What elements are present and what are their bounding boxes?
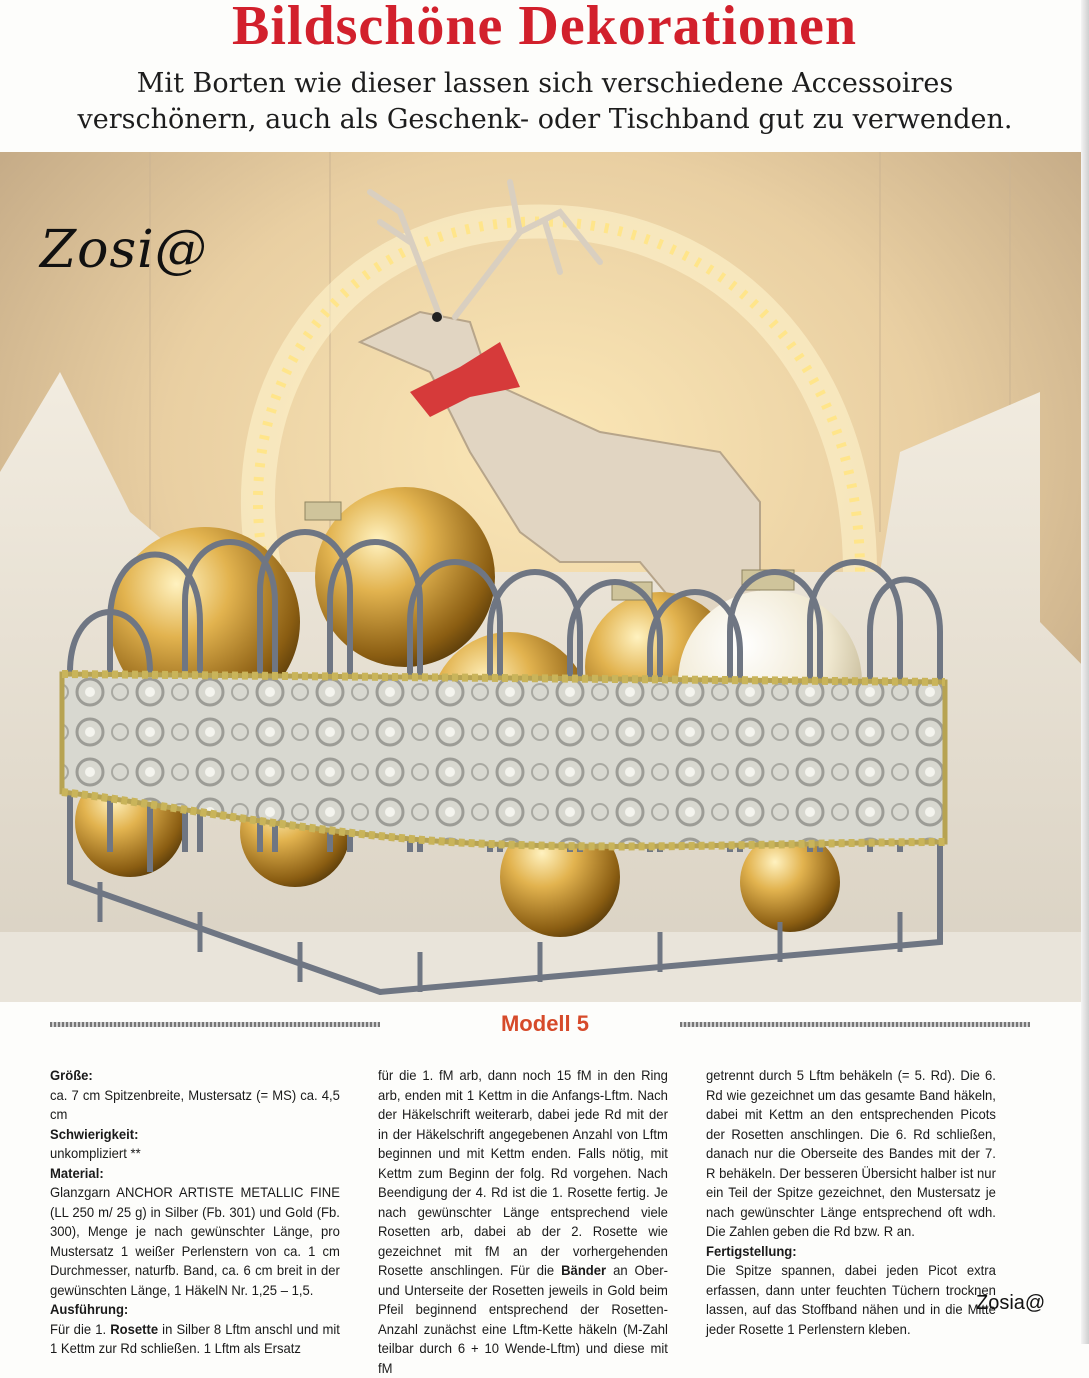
- continuation-text: getrennt durch 5 Lftm behäkeln (= 5. Rd). Die 6. Rd wie gezeichnet um das gesamte Band häkeln, dabei mit Kettm an den entsprechenden Picots der Rosetten anschlingen. Die 6. Rd schließen, danach nur die Oberseite des Bandes mit der 7. R behäkeln. Der besseren Übersicht halber ist nur ein Teil der Spitze gezeichnet, den Mustersatz je nach gewünschter Länge entsprechend oft wdh. Die Zahlen geben die Rd bzw. R an.: [706, 1068, 996, 1239]
- material-text: Glanzgarn ANCHOR ARTISTE METALLIC FINE (LL 250 m/ 25 g) in Silber (Fb. 301) und Gold (Fb. 300), Menge je nach gewünschter Länge, pro Mustersatz 1 weißer Perlenstern von ca. 1 cm Durchmesser, naturfb. Band, ca. 6 cm breit in der gewünschten Länge, 1 HäkelN Nr. 1,25 – 1,5.: [50, 1185, 340, 1298]
- execution-text-start: Für die 1.: [50, 1321, 111, 1337]
- instructions-text: [378, 1066, 668, 1378]
- material-heading: Material:: [50, 1165, 104, 1181]
- finish-text: Die Spitze spannen, dabei jeden Picot extra erfassen, dann unter feuchten Tüchern trocknen lassen, auf das Stoffband nähen und in die Mitte jeder Rosette 1 Perlenstern kleben.: [706, 1263, 996, 1337]
- divider-left: [50, 1022, 380, 1027]
- section-heading: Modell 5: [500, 1011, 589, 1036]
- column-3: [706, 1066, 996, 1339]
- instructions-part-a: für die 1. fM arb, dann noch 15 fM in den Ring arb, enden mit 1 Kettm in die Anfangs-Lftm. Nach der Häkelschrift weiterarb, dabei jede Rd mit der in der Häkelschrift angegebenen Anzahl von Lftm beginnen und mit Kettm enden. Falls nötig, mit Kettm zum Beginn der folg. Rd vorgehen. Nach Beendigung der 4. Rd ist die 1. Rosette fertig. Je nach gewünschter Länge entsprechend viele Rosetten arb, dabei ab der 2. Rosette wie gezeichnet mit fM an der vorhergehenden Rosette anschlingen. Für die: [378, 1068, 668, 1278]
- subtitle-line-1: Mit Borten wie dieser lassen sich verschiedene Accessoires: [136, 68, 954, 99]
- subtitle: [40, 66, 1050, 138]
- column-2: [378, 1066, 668, 1378]
- column-1: [50, 1066, 340, 1359]
- subtitle-line-2: verschönern, auch als Geschenk- oder Tischband gut zu verwenden.: [77, 104, 1013, 135]
- watermark-logo: Zosi@: [40, 220, 208, 280]
- size-heading: Größe:: [50, 1068, 93, 1083]
- page-edge: [1081, 0, 1089, 1344]
- execution-text-bold: Rosette: [110, 1321, 159, 1337]
- divider-right: [680, 1022, 1030, 1027]
- execution-text: [50, 1320, 340, 1359]
- difficulty-text: unkompliziert **: [50, 1146, 141, 1161]
- instructions-bold: Bänder: [561, 1263, 607, 1278]
- instructions-part-b: an Ober- und Unterseite der Rosetten jeweils in Gold beim Pfeil beginnend entsprechend der Rosetten-Anzahl zunächst eine Lftm-Kette häkeln (M-Zahl teilbar durch 6 + 10 Wende-Lftm) und diese mit fM: [378, 1263, 668, 1376]
- page-title: Bildschöne Dekorationen: [231, 0, 858, 57]
- size-text: ca. 7 cm Spitzenbreite, Mustersatz (= MS) ca. 4,5 cm: [50, 1087, 340, 1122]
- finish-heading: Fertigstellung:: [706, 1243, 797, 1259]
- signature: Zosia@: [976, 1292, 1046, 1314]
- execution-heading: Ausführung:: [50, 1302, 129, 1317]
- difficulty-heading: Schwierigkeit:: [50, 1126, 139, 1142]
- execution-text-end: in Silber 8 Lftm anschl und mit 1 Kettm zur Rd schließen. 1 Lftm als Ersatz: [50, 1321, 340, 1356]
